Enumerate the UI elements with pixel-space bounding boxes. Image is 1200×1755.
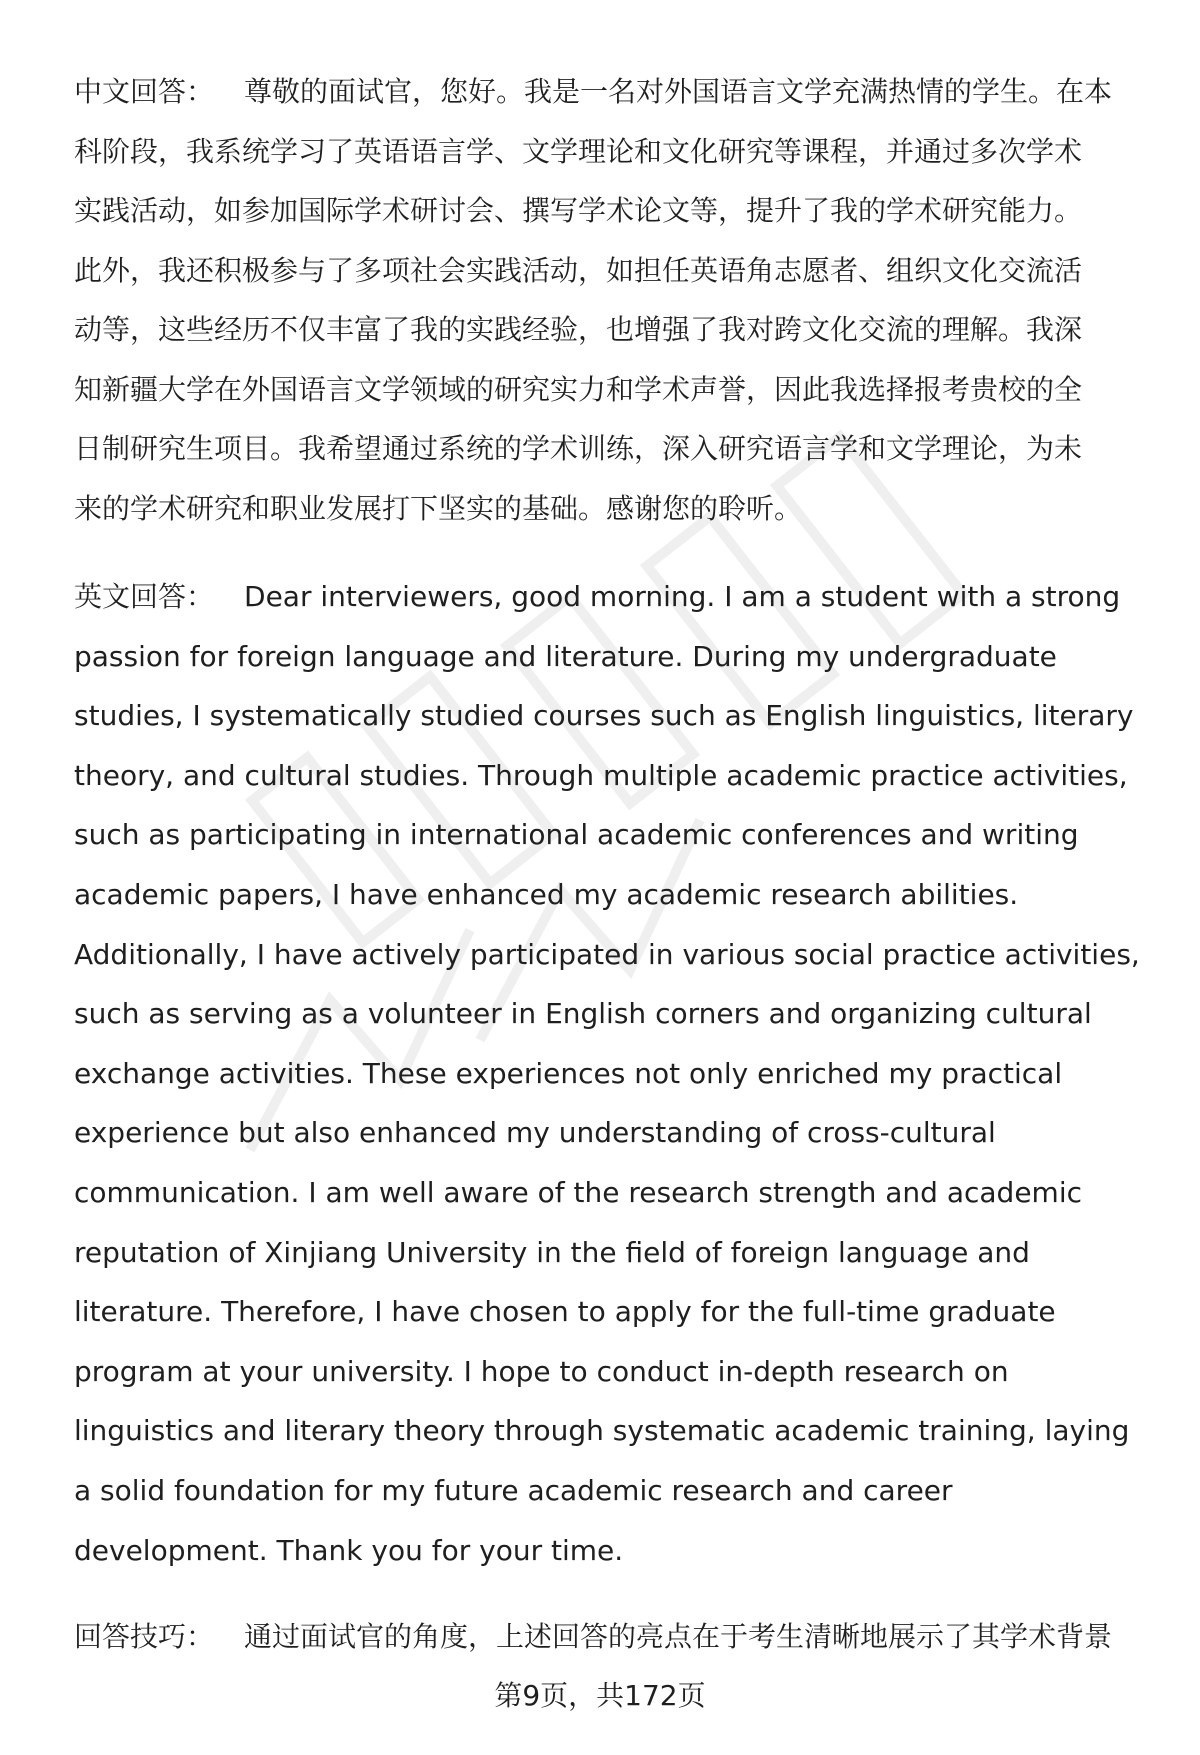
- english-answer-line-4: theory, and cultural studies. Through multiple academic practice activities,: [74, 758, 1128, 792]
- chinese-answer-label: 中文回答：: [74, 75, 215, 108]
- english-answer-line-8: such as serving as a volunteer in English corners and organizing cultural: [74, 997, 1092, 1031]
- english-answer-line-5: such as participating in international academic conferences and writing: [74, 818, 1079, 852]
- english-answer-first-line: [74, 567, 1158, 627]
- english-answer-line-2: passion for foreign language and literature. During my undergraduate: [74, 639, 1057, 673]
- chinese-answer-line-8: 来的学术研究和职业发展打下坚实的基础。感谢您的聆听。: [74, 491, 803, 525]
- english-answer-line-16: a solid foundation for my future academic research and career: [74, 1473, 953, 1507]
- english-answer-label: 英文回答：: [74, 580, 215, 613]
- chinese-answer-first-line: [74, 62, 1158, 122]
- english-answer-line-12: reputation of Xinjiang University in the field of foreign language and: [74, 1235, 1030, 1269]
- english-answer-paragraph: [74, 567, 1158, 1580]
- english-answer-line-7: Additionally, I have actively participated in various social practice activities,: [74, 937, 1140, 971]
- english-answer-line-6: academic papers, I have enhanced my academic research abilities.: [74, 877, 1019, 911]
- english-answer-line-1: Dear interviewers, good morning. I am a student with a strong: [244, 580, 1121, 613]
- english-answer-line-15: linguistics and literary theory through systematic academic training, laying: [74, 1414, 1130, 1448]
- chinese-answer-line-1: 尊敬的面试官，您好。我是一名对外国语言文学充满热情的学生。在本: [244, 75, 1113, 108]
- english-answer-line-13: literature. Therefore, I have chosen to apply for the full-time graduate: [74, 1295, 1056, 1329]
- english-answer-line-11: communication. I am well aware of the research strength and academic: [74, 1175, 1082, 1209]
- answer-tips-text: 通过面试官的角度，上述回答的亮点在于考生清晰地展示了其学术背景: [244, 1620, 1113, 1653]
- chinese-answer-line-4: 此外，我还积极参与了多项社会实践活动，如担任英语角志愿者、组织文化交流活: [74, 253, 1083, 287]
- chinese-answer-line-5: 动等，这些经历不仅丰富了我的实践经验，也增强了我对跨文化交流的理解。我深: [74, 313, 1083, 346]
- english-answer-line-10: experience but also enhanced my understanding of cross-cultural: [74, 1116, 996, 1150]
- chinese-answer-line-6: 知新疆大学在外国语言文学领域的研究实力和学术声誉，因此我选择报考贵校的全: [74, 372, 1083, 406]
- chinese-answer-paragraph: [74, 62, 1158, 538]
- english-answer-line-17: development. Thank you for your time.: [74, 1533, 624, 1567]
- english-answer-line-14: program at your university. I hope to conduct in-depth research on: [74, 1354, 1009, 1388]
- answer-tips-paragraph: [74, 1607, 1158, 1667]
- english-answer-line-9: exchange activities. These experiences not only enriched my practical: [74, 1056, 1063, 1090]
- page-number-footer: 第9页，共172页: [494, 1679, 706, 1712]
- english-answer-line-3: studies, I systematically studied courses such as English linguistics, literary: [74, 699, 1134, 733]
- answer-tips-label: 回答技巧：: [74, 1620, 215, 1653]
- chinese-answer-line-3: 实践活动，如参加国际学术研讨会、撰写学术论文等，提升了我的学术研究能力。: [74, 194, 1083, 227]
- chinese-answer-line-7: 日制研究生项目。我希望通过系统的学术训练，深入研究语言学和文学理论，为未: [74, 432, 1083, 465]
- chinese-answer-line-2: 科阶段，我系统学习了英语语言学、文学理论和文化研究等课程，并通过多次学术: [74, 134, 1083, 168]
